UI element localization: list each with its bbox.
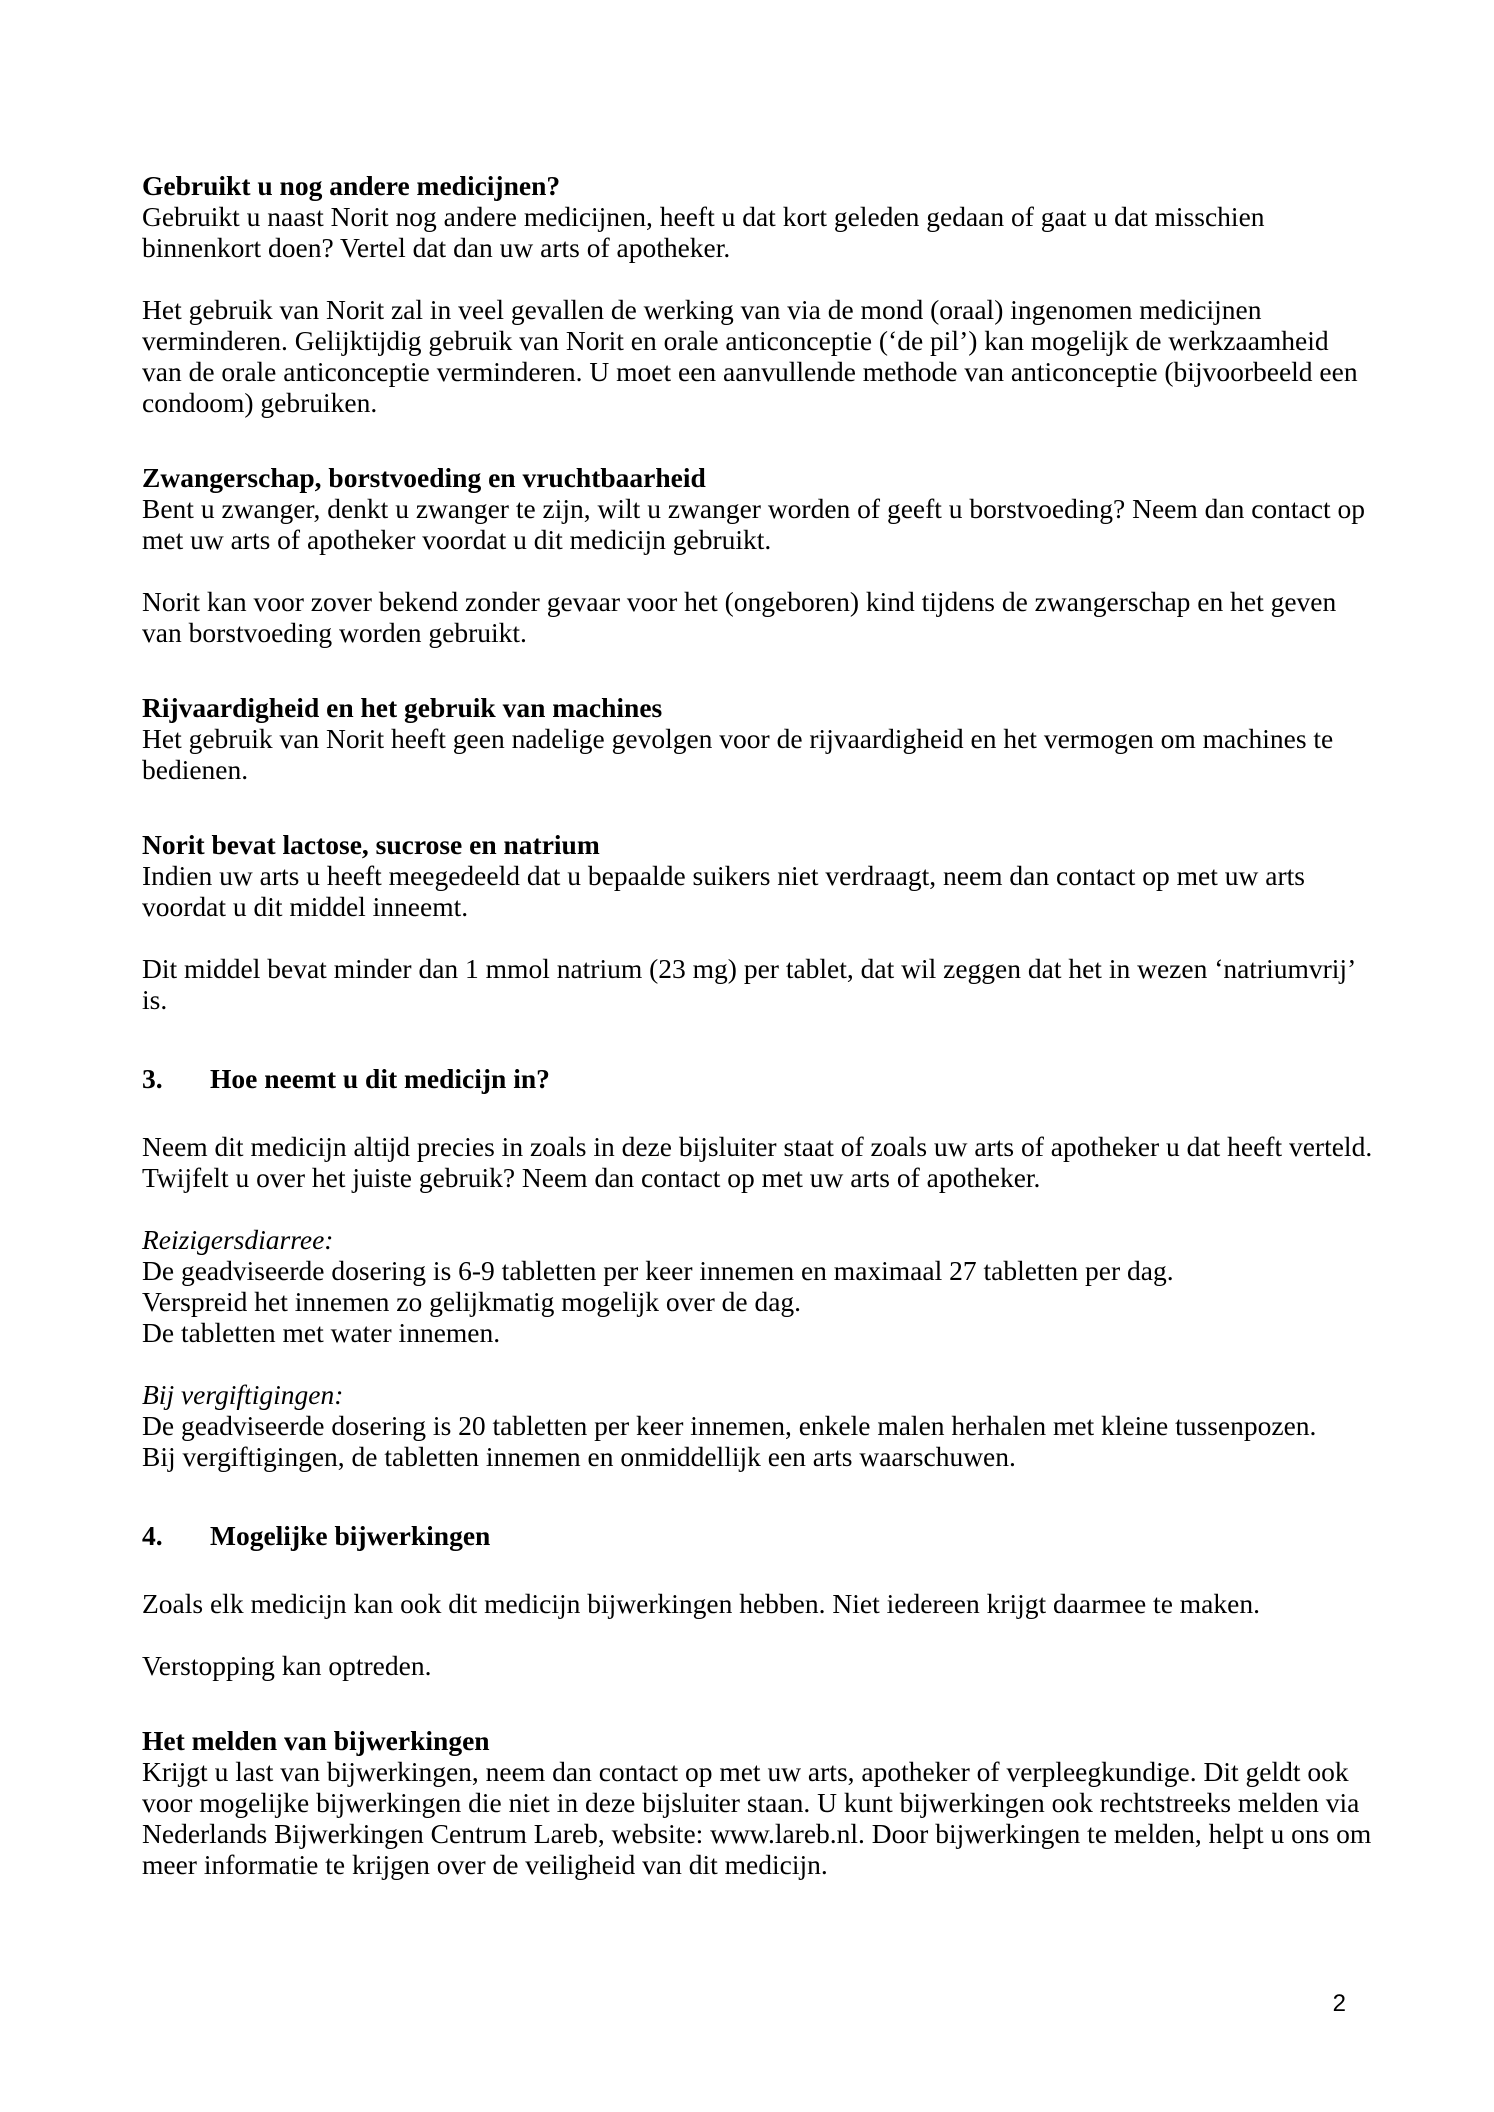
paragraph-section4-2: Verstopping kan optreden. <box>142 1650 432 1681</box>
heading-excipients: Norit bevat lactose, sucrose en natrium <box>142 829 600 860</box>
heading-other-medicines: Gebruikt u nog andere medicijnen? <box>142 170 561 201</box>
dosage-line: De tabletten met water innemen. <box>142 1317 501 1348</box>
section-number-3: 3. <box>142 1063 163 1094</box>
heading-pregnancy: Zwangerschap, borstvoeding en vruchtbaarheid <box>142 462 706 493</box>
paragraph-other-medicines-1: Gebruikt u naast Norit nog andere medicijnen, heeft u dat kort geleden gedaan of gaat u dat misschien binnenkort doen? Vertel dat dan uw arts of apotheker. <box>142 201 1265 263</box>
dosage-label-travel-diarrhea: Reizigersdiarree: <box>142 1224 334 1255</box>
paragraph-pregnancy-2: Norit kan voor zover bekend zonder gevaar voor het (ongeboren) kind tijdens de zwangerschap en het geven van borstvoeding worden gebruikt. <box>142 586 1337 648</box>
section-heading-4 <box>142 1520 1374 1551</box>
paragraph-section3-intro: Neem dit medicijn altijd precies in zoals in deze bijsluiter staat of zoals uw arts of apotheker u dat heeft verteld. Twijfelt u over het juiste gebruik? Neem dan contact op met uw arts of apotheker. <box>142 1131 1373 1193</box>
page-number: 2 <box>1332 1990 1346 2017</box>
heading-driving: Rijvaardigheid en het gebruik van machines <box>142 692 663 723</box>
paragraph-report-side-effects: Krijgt u last van bijwerkingen, neem dan contact op met uw arts, apotheker of verpleegkundige. Dit geldt ook voor mogelijke bijwerkingen die niet in deze bijsluiter staan. U kunt bijwerkingen ook rechtstreeks melden via Nederlands Bijwerkingen Centrum Lareb, website: www.lareb.nl. Door bijwerkingen te melden, helpt u ons om meer informatie te krijgen over de veiligheid van dit medicijn. <box>142 1756 1372 1880</box>
dosage-travel-diarrhea <box>142 1224 1374 1348</box>
dosage-label-poisoning: Bij vergiftigingen: <box>142 1379 344 1410</box>
dosage-line: De geadviseerde dosering is 20 tabletten per keer innemen, enkele malen herhalen met kleine tussenpozen. <box>142 1410 1317 1441</box>
paragraph-section4-1: Zoals elk medicijn kan ook dit medicijn bijwerkingen hebben. Niet iedereen krijgt daarmee te maken. <box>142 1588 1260 1619</box>
section-number-4: 4. <box>142 1520 163 1551</box>
dosage-line: De geadviseerde dosering is 6-9 tabletten per keer innemen en maximaal 27 tabletten per dag. <box>142 1255 1174 1286</box>
page-content <box>142 170 1374 1880</box>
section-title-3: Hoe neemt u dit medicijn in? <box>210 1063 550 1094</box>
heading-report-side-effects: Het melden van bijwerkingen <box>142 1725 490 1756</box>
section-heading-3 <box>142 1063 1374 1094</box>
dosage-line: Bij vergiftigingen, de tabletten innemen en onmiddellijk een arts waarschuwen. <box>142 1441 1016 1472</box>
paragraph-excipients-1: Indien uw arts u heeft meegedeeld dat u bepaalde suikers niet verdraagt, neem dan contact op met uw arts voordat u dit middel inneemt. <box>142 860 1305 922</box>
dosage-line: Verspreid het innemen zo gelijkmatig mogelijk over de dag. <box>142 1286 802 1317</box>
paragraph-other-medicines-2: Het gebruik van Norit zal in veel gevallen de werking van via de mond (oraal) ingenomen medicijnen verminderen. Gelijktijdig gebruik van Norit en orale anticonceptie (‘de pil’) kan mogelijk de werkzaamheid van de orale anticonceptie verminderen. U moet een aanvullende methode van anticonceptie (bijvoorbeeld een condoom) gebruiken. <box>142 294 1358 418</box>
paragraph-excipients-2: Dit middel bevat minder dan 1 mmol natrium (23 mg) per tablet, dat wil zeggen dat het in wezen ‘natriumvrij’ is. <box>142 953 1355 1015</box>
paragraph-pregnancy-1: Bent u zwanger, denkt u zwanger te zijn, wilt u zwanger worden of geeft u borstvoeding? Neem dan contact op met uw arts of apotheker voordat u dit medicijn gebruikt. <box>142 493 1365 555</box>
paragraph-driving-1: Het gebruik van Norit heeft geen nadelige gevolgen voor de rijvaardigheid en het vermogen om machines te bedienen. <box>142 723 1334 785</box>
dosage-poisoning <box>142 1379 1374 1472</box>
section-title-4: Mogelijke bijwerkingen <box>210 1520 491 1551</box>
